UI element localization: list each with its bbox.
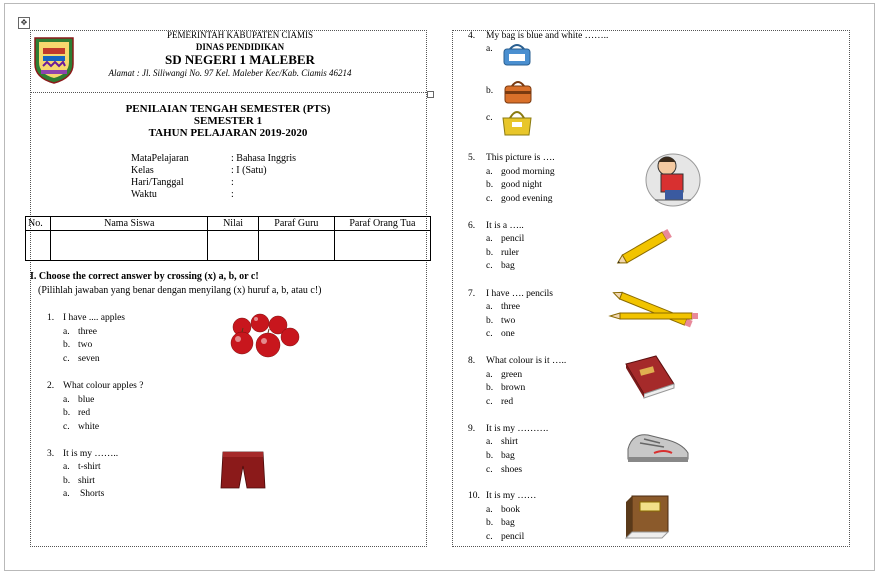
info-value: : I (Satu)	[231, 165, 267, 176]
option-text[interactable]: white	[78, 422, 100, 432]
exam-title: PENILAIAN TENGAH SEMESTER (PTS)	[125, 103, 331, 115]
header-address: Alamat : Jl. Siliwangi No. 97 Kel. Maleber Kec/Kab. Ciamis 46214	[108, 68, 352, 78]
option-text[interactable]: good night	[501, 180, 542, 190]
option-text[interactable]: bag	[501, 518, 515, 528]
exam-semester: SEMESTER 1	[193, 115, 263, 127]
brown-book-image	[622, 492, 674, 542]
header-government: PEMERINTAH KABUPATEN CIAMIS	[167, 30, 313, 40]
option-text[interactable]: shoes	[501, 465, 523, 475]
question-number: 4.	[468, 31, 476, 41]
option-letter[interactable]: a.	[63, 327, 70, 337]
bag-blue-icon	[500, 41, 534, 67]
option-text[interactable]: one	[501, 329, 515, 339]
question-number: 8.	[468, 356, 476, 366]
option-text[interactable]: ruler	[501, 248, 519, 258]
col-name: Nama Siswa	[51, 217, 208, 231]
option-text[interactable]: seven	[78, 354, 100, 364]
exam-year: TAHUN PELAJARAN 2019-2020	[148, 127, 308, 139]
info-label: Kelas	[131, 165, 154, 176]
option-letter[interactable]: c.	[486, 261, 493, 271]
question-text: It is a …..	[486, 221, 524, 231]
question-text: It is my ……	[486, 491, 537, 501]
question-text: It is my ……….	[486, 424, 549, 434]
option-letter[interactable]: c.	[486, 465, 493, 475]
option-letter[interactable]: a.	[63, 395, 70, 405]
question-number: 1.	[47, 313, 55, 323]
option-letter[interactable]: a.	[486, 302, 493, 312]
option-letter[interactable]: c.	[63, 354, 70, 364]
option-text[interactable]: book	[501, 505, 520, 515]
option-letter[interactable]: b.	[486, 180, 494, 190]
cell-name[interactable]	[51, 231, 208, 261]
score-table-header	[26, 217, 431, 231]
option-letter[interactable]: b.	[486, 451, 494, 461]
option-letter[interactable]: c.	[486, 397, 493, 407]
shorts-image	[220, 450, 266, 490]
option-letter[interactable]: c.	[486, 329, 493, 339]
sleeping-boy-image	[645, 150, 701, 208]
info-label: MataPelajaran	[131, 153, 189, 164]
option-letter[interactable]: a.	[486, 167, 493, 177]
option-text[interactable]: shirt	[78, 476, 95, 486]
option-text[interactable]: three	[78, 327, 97, 337]
option-letter[interactable]: b.	[486, 518, 494, 528]
option-letter[interactable]: b.	[63, 476, 71, 486]
col-score: Nilai	[208, 217, 259, 231]
info-label: Waktu	[131, 189, 157, 200]
question-number: 2.	[47, 381, 55, 391]
option-text[interactable]: bag	[501, 261, 515, 271]
option-text[interactable]: three	[501, 302, 520, 312]
option-letter[interactable]: b.	[486, 316, 494, 326]
option-letter[interactable]: b.	[486, 86, 494, 96]
question-text: It is my ……..	[63, 449, 119, 459]
header-divider	[30, 92, 426, 93]
option-letter[interactable]: c.	[486, 532, 493, 542]
option-text[interactable]: bag	[501, 451, 515, 461]
option-letter[interactable]: c.	[486, 194, 493, 204]
option-letter[interactable]: b.	[63, 340, 71, 350]
cell-no[interactable]	[26, 231, 51, 261]
option-letter[interactable]: a.	[486, 234, 493, 244]
option-letter[interactable]: b.	[63, 408, 71, 418]
option-letter[interactable]: a.	[63, 489, 70, 499]
option-letter[interactable]: b.	[486, 248, 494, 258]
option-text[interactable]: Shorts	[80, 489, 105, 499]
option-text[interactable]: red	[78, 408, 91, 418]
option-text[interactable]: good morning	[501, 167, 555, 177]
option-letter[interactable]: c.	[486, 113, 493, 123]
move-handle-icon[interactable]: ✥	[18, 17, 30, 29]
option-letter[interactable]: a.	[486, 505, 493, 515]
question-number: 6.	[468, 221, 476, 231]
col-no: No.	[26, 217, 51, 231]
option-text[interactable]: good evening	[501, 194, 553, 204]
option-text[interactable]: pencil	[501, 532, 525, 542]
pencil-image	[613, 226, 679, 266]
option-letter[interactable]: a.	[486, 437, 493, 447]
option-text[interactable]: green	[501, 370, 523, 380]
question-number: 5.	[468, 153, 476, 163]
option-text[interactable]: t-shirt	[78, 462, 101, 472]
score-table	[25, 216, 431, 261]
question-number: 10.	[468, 491, 480, 501]
resize-handle[interactable]	[427, 91, 434, 98]
question-text: I have .... apples	[63, 313, 125, 323]
option-text[interactable]: brown	[501, 383, 526, 393]
option-text[interactable]: two	[78, 340, 93, 350]
school-logo	[33, 34, 75, 84]
option-text[interactable]: two	[501, 316, 516, 326]
header-school-name: SD NEGERI 1 MALEBER	[165, 52, 315, 67]
option-letter[interactable]: c.	[63, 422, 70, 432]
instruction-subtitle: (Pilihlah jawaban yang benar dengan menyilang (x) huruf a, b, atau c!)	[38, 285, 322, 296]
cell-score[interactable]	[208, 231, 259, 261]
option-text[interactable]: red	[501, 397, 514, 407]
question-text: What colour is it …..	[486, 356, 567, 366]
question-text: My bag is blue and white ……..	[486, 31, 609, 41]
bag-yellow-icon	[500, 106, 534, 136]
info-value: : Bahasa Inggris	[231, 153, 296, 164]
option-text[interactable]: shirt	[501, 437, 518, 447]
option-text[interactable]: pencil	[501, 234, 525, 244]
info-value: :	[231, 177, 234, 188]
question-number: 7.	[468, 289, 476, 299]
question-text: I have …. pencils	[486, 289, 554, 299]
cell-teacher-sign[interactable]	[258, 231, 334, 261]
header-department: DINAS PENDIDIKAN	[195, 42, 285, 52]
apples-image	[228, 313, 304, 363]
shoes-image	[624, 425, 692, 467]
col-parent-sign: Paraf Orang Tua	[334, 217, 430, 231]
col-teacher-sign: Paraf Guru	[258, 217, 334, 231]
question-number: 3.	[47, 449, 55, 459]
two-pencils-image	[606, 290, 704, 330]
option-text[interactable]: blue	[78, 395, 95, 405]
bag-orange-icon	[502, 78, 534, 104]
info-value: :	[231, 189, 234, 200]
score-table-row	[26, 231, 431, 261]
info-label: Hari/Tanggal	[131, 177, 184, 188]
question-text: This picture is ….	[486, 153, 555, 163]
option-letter[interactable]: a.	[63, 462, 70, 472]
option-letter[interactable]: a.	[486, 44, 493, 54]
question-number: 9.	[468, 424, 476, 434]
question-text: What colour apples ?	[63, 381, 144, 391]
instruction-title: I. Choose the correct answer by crossing (x) a, b, or c!	[30, 271, 259, 282]
option-letter[interactable]: b.	[486, 383, 494, 393]
cell-parent-sign[interactable]	[334, 231, 430, 261]
red-book-image	[622, 354, 678, 400]
option-letter[interactable]: a.	[486, 370, 493, 380]
